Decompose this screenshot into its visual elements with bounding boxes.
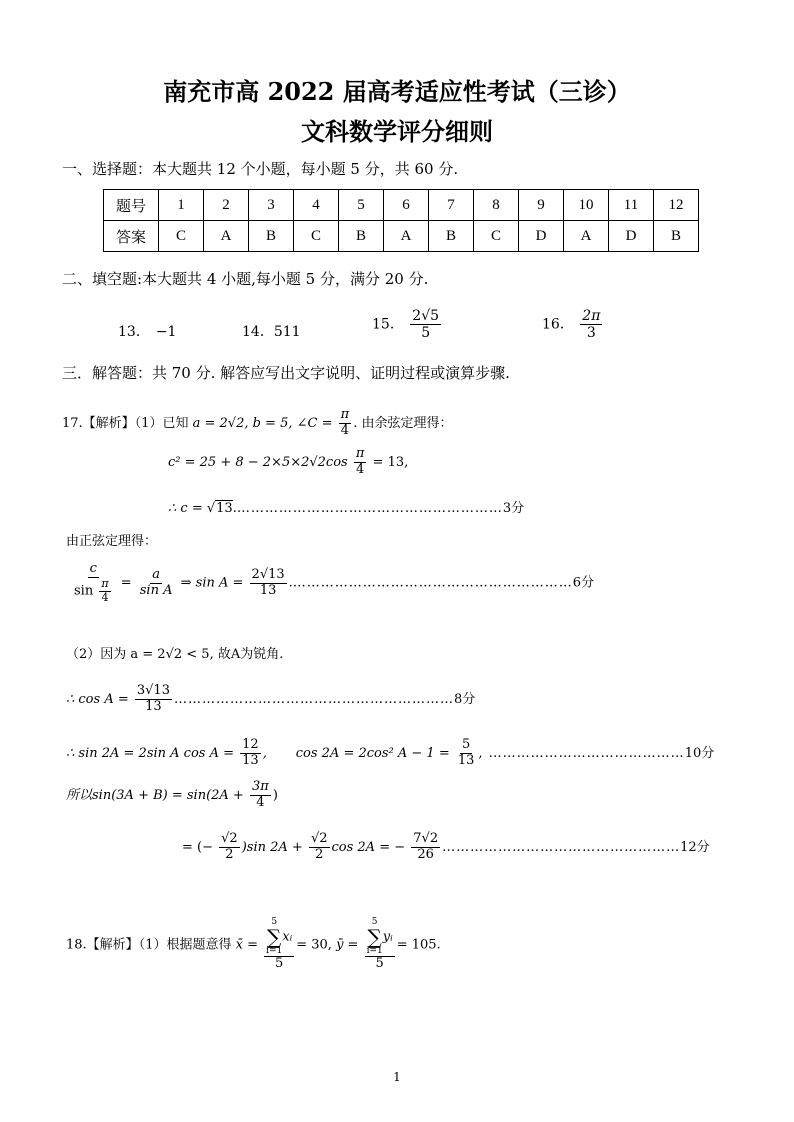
ybar-fraction: [365, 918, 395, 972]
c-equals: ∴ c =: [168, 501, 207, 516]
question-number-cell: 9: [519, 190, 564, 221]
question-number-cell: 5: [339, 190, 384, 221]
section1-heading: 一、选择题：本大题共 12 个小题，每小题 5 分，共 60 分.: [62, 160, 459, 178]
q17-c-squared-line: [168, 447, 408, 478]
q15-denominator: 5: [421, 325, 431, 342]
page-number: 1: [393, 1070, 401, 1084]
q15-label: 15．: [372, 316, 404, 333]
fraction-denominator: 13: [259, 582, 277, 598]
pi-over-4-fraction: [339, 408, 352, 439]
q17-c-line: ∴ c = √13.…………………………………………………3分: [168, 501, 525, 516]
table-row-label-number: 题号: [104, 190, 159, 221]
q17-sum-angle-line: [66, 780, 278, 811]
answer-cell: C: [159, 221, 204, 252]
q16-numerator: 2π: [582, 308, 601, 324]
question-number-cell: 2: [204, 190, 249, 221]
fraction-numerator: π: [101, 576, 109, 590]
answer-cell: A: [384, 221, 429, 252]
fraction-denominator: 2: [315, 846, 324, 862]
question-number-cell: 1: [159, 190, 204, 221]
y-i: yᵢ: [382, 929, 393, 945]
x-i: xᵢ: [282, 929, 293, 945]
root2-over-2-fraction: [219, 832, 240, 863]
cos2A-fraction: [456, 738, 477, 769]
cos2A-expression: , cos 2A = 2cos² A − 1 =: [262, 745, 450, 761]
fraction-denominator: 4: [256, 794, 265, 810]
ybar-equals: ȳ =: [336, 937, 359, 953]
score-12: 12分: [680, 839, 710, 855]
answer-cell: D: [609, 221, 654, 252]
q16-fraction: [580, 308, 602, 341]
question-number-cell: 12: [654, 190, 699, 221]
fraction-numerator: 12: [242, 737, 259, 752]
q17-law-cos: . 由余弦定理得：: [353, 415, 453, 431]
q13-answer: [118, 321, 176, 341]
fraction-numerator: π: [355, 446, 365, 461]
fraction-denominator: 5: [375, 956, 384, 971]
sum-angle-expression: 所以sin(3A + B) = sin(2A +: [66, 787, 244, 803]
c-squared-expression: c² = 25 + 8 − 2×5×2√2cos: [168, 454, 348, 470]
sin2A-fraction: [240, 738, 261, 769]
leader-dots: , ……………………………………: [478, 745, 685, 761]
fraction-denominator: 26: [417, 846, 434, 862]
fraction-numerator: 2√13: [251, 566, 285, 582]
answer-cell: B: [429, 221, 474, 252]
fraction-numerator: √2: [221, 831, 238, 846]
document-title: 南充市高 2022 届高考适应性考试（三诊）: [163, 77, 631, 106]
q15-fraction: [410, 308, 441, 341]
q17-final-line: [182, 832, 710, 863]
q13-label: 13．: [118, 324, 150, 340]
question-number-cell: 3: [249, 190, 294, 221]
question-number-cell: 7: [429, 190, 474, 221]
c-squared-result: = 13,: [372, 454, 409, 470]
sum-operator: 5 ∑ i=1: [366, 917, 383, 956]
q17-sine-rule-line: c sin $\frac{\pi}{4}$ = $\frac{a}{\text{sin A}}$ ⇒ sin A = $\frac{2√13}{13}$ .……………………………………………………6分: [74, 561, 595, 604]
a-over-sinA-fraction: [138, 568, 175, 599]
fraction-denominator: 5: [275, 956, 284, 971]
q14-answer: [242, 321, 301, 341]
c-sqrt-value: 13: [216, 501, 233, 516]
q16-label: 16．: [542, 316, 574, 333]
c-suffix: .: [232, 501, 237, 516]
cosA-fraction: [135, 684, 172, 715]
three-pi-over-4-fraction: [250, 780, 271, 811]
fraction-denominator: 4: [101, 590, 109, 604]
fraction-numerator: [264, 918, 294, 957]
score-8: 8分: [453, 691, 476, 707]
section3-heading: 三．解答题：共 70 分. 解答应写出文字说明、证明过程或演算步骤.: [62, 364, 510, 382]
q15-numerator: 2√5: [412, 308, 440, 324]
sinA-fraction: [250, 568, 287, 599]
q17-line1: [62, 408, 452, 439]
fraction-denominator: 4: [340, 422, 350, 438]
fraction-numerator: [365, 918, 395, 957]
implies-sinA: ⇒ sin A =: [180, 575, 244, 591]
score-3: 3分: [502, 501, 525, 516]
q17-part2: （2）因为 a = 2√2 < 5, 故A为锐角.: [66, 647, 284, 662]
fraction-denominator: sin A: [139, 582, 173, 598]
sinA-suffix: .: [288, 575, 293, 591]
sum-upper: 5: [371, 917, 378, 927]
fraction-numerator: a: [152, 566, 160, 582]
close-paren: ): [272, 787, 278, 803]
answer-cell: D: [519, 221, 564, 252]
sum-upper: 5: [271, 917, 278, 927]
table-row-label-answer: 答案: [104, 221, 159, 252]
answer-table-answer-row: [104, 221, 699, 252]
fraction-numerator: √2: [310, 831, 328, 846]
question-number-cell: 6: [384, 190, 429, 221]
c-over-sin-fraction: [72, 562, 115, 604]
answer-table: [103, 189, 699, 252]
document-subtitle: 文科数学评分细则: [301, 117, 493, 146]
q13-value: −1: [155, 324, 177, 340]
q18-line1: [66, 918, 441, 972]
leader-dots: ……………………………………………: [442, 839, 681, 855]
question-number-cell: 11: [609, 190, 654, 221]
fraction-numerator: 5: [462, 737, 471, 752]
sum-lower: i=1: [366, 946, 383, 956]
root2-over-2-fraction: [309, 832, 330, 863]
fraction-numerator: 3π: [251, 779, 269, 794]
answer-cell: B: [249, 221, 294, 252]
q17-double-angle-line: [66, 738, 714, 769]
q18-label: 18.【解析】: [66, 937, 139, 953]
q18-text: （1）根据题意得: [138, 937, 232, 953]
fraction-denominator: 13: [145, 698, 162, 714]
x-result: = 30,: [296, 937, 332, 953]
question-number-cell: 4: [294, 190, 339, 221]
answer-cell: A: [204, 221, 249, 252]
answer-cell: C: [474, 221, 519, 252]
answer-table-number-row: [104, 190, 699, 221]
fraction-denominator: 4: [355, 461, 365, 477]
q17-cosA-line: [66, 684, 475, 715]
q17-law-sin: 由正弦定理得：: [66, 534, 158, 549]
fraction-denominator: 2: [225, 846, 234, 862]
final-mid1: )sin 2A +: [241, 839, 303, 855]
q14-value: 511: [273, 324, 301, 340]
fraction-numerator: c: [89, 561, 97, 576]
leader-dots: ……………………………………………………: [292, 575, 573, 591]
q14-label: 14．: [242, 324, 274, 340]
q17-given: a = 2√2, b = 5, ∠C =: [192, 415, 333, 431]
score-10: 10分: [684, 745, 715, 761]
xbar-equals: x̄ =: [235, 937, 258, 953]
final-open: = (−: [182, 839, 213, 855]
sum-operator: 5 ∑ i=1: [266, 917, 283, 956]
leader-dots: …………………………………………………: [236, 501, 503, 516]
score-6: 6分: [572, 575, 595, 591]
answer-cell: A: [564, 221, 609, 252]
fraction-denominator: 13: [242, 752, 259, 768]
xbar-fraction: [264, 918, 294, 972]
pi-over-4-fraction: [354, 447, 367, 478]
q17-label: 17.【解析】: [62, 415, 135, 431]
fraction-numerator: π: [340, 407, 350, 422]
question-number-cell: 10: [564, 190, 609, 221]
sin2A-expression: ∴ sin 2A = 2sin A cos A =: [66, 745, 235, 761]
sum-lower: i=1: [266, 946, 283, 956]
fraction-numerator: 7√2: [413, 831, 439, 846]
q16-answer: [542, 308, 604, 341]
q16-denominator: 3: [586, 325, 596, 342]
y-result: = 105.: [396, 937, 441, 953]
cosA-equals: ∴ cos A =: [66, 691, 129, 707]
q15-answer: [372, 308, 443, 341]
fraction-denominator: 13: [457, 752, 475, 768]
pi-over-4-fraction: [99, 578, 110, 604]
answer-cell: B: [339, 221, 384, 252]
section2-heading: 二、填空题:本大题共 4 小题,每小题 5 分，满分 20 分.: [62, 270, 429, 288]
answer-cell: C: [294, 221, 339, 252]
fraction-denominator: [72, 578, 115, 604]
final-result-fraction: [411, 832, 440, 863]
q17-part1-intro: （1）已知: [134, 415, 189, 431]
sin-label: sin: [74, 583, 94, 599]
question-number-cell: 8: [474, 190, 519, 221]
answer-cell: B: [654, 221, 699, 252]
final-mid2: cos 2A = −: [331, 839, 406, 855]
fraction-numerator: 3√13: [136, 683, 170, 698]
leader-dots: ……………………………………………………: [173, 691, 454, 707]
